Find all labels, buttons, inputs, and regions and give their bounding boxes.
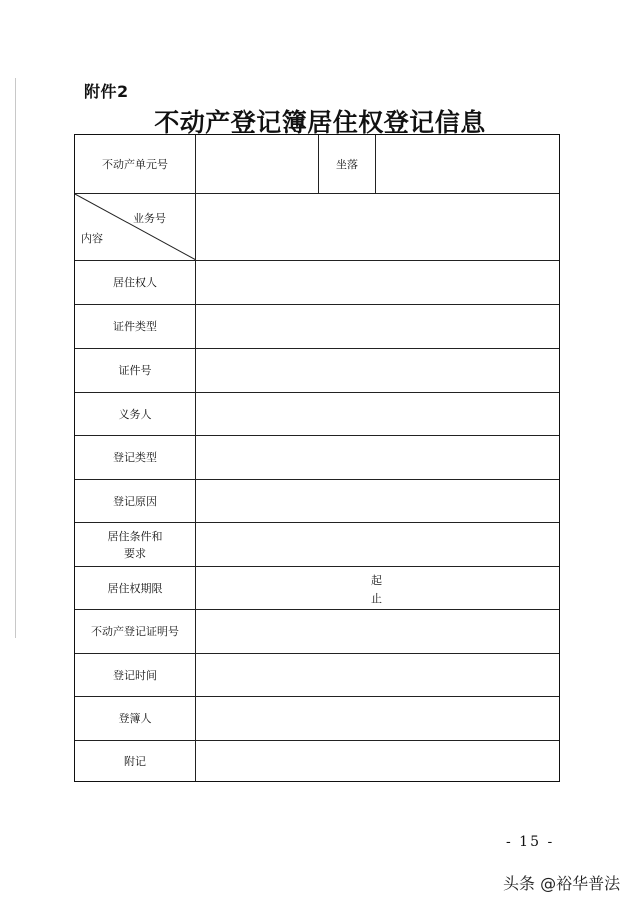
- registration-time-field[interactable]: [196, 654, 559, 696]
- obligor-field[interactable]: [196, 393, 559, 435]
- table-row-unit: [75, 135, 559, 194]
- table-row: [75, 654, 559, 697]
- table-row: [75, 349, 559, 393]
- row-label: 附记: [75, 741, 196, 781]
- row-label: 证件类型: [75, 305, 196, 348]
- page-number: - 15 -: [506, 834, 555, 850]
- term-start-label: 起: [371, 574, 382, 587]
- registration-form-table: [74, 134, 560, 782]
- location-field[interactable]: [376, 135, 559, 193]
- table-row-business-number: [75, 194, 559, 261]
- table-row: [75, 436, 559, 480]
- business-number-label: 业务号: [133, 212, 166, 225]
- unit-number-field[interactable]: [196, 135, 319, 193]
- term-end-label: 止: [371, 592, 382, 605]
- table-row: [75, 393, 559, 436]
- residence-conditions-field[interactable]: [196, 523, 559, 566]
- content-label: 内容: [81, 232, 103, 245]
- id-number-field[interactable]: [196, 349, 559, 392]
- row-label: 不动产登记证明号: [75, 610, 196, 653]
- row-label: 登记类型: [75, 436, 196, 479]
- table-row: [75, 741, 559, 781]
- id-type-field[interactable]: [196, 305, 559, 348]
- table-row: [75, 610, 559, 654]
- table-row: [75, 261, 559, 305]
- registration-reason-field[interactable]: [196, 480, 559, 522]
- resident-field[interactable]: [196, 261, 559, 304]
- row-label: 居住权人: [75, 261, 196, 304]
- table-row: [75, 305, 559, 349]
- notes-field[interactable]: [196, 741, 559, 781]
- table-row: [75, 567, 559, 610]
- business-number-field[interactable]: [196, 194, 559, 260]
- diagonal-divider: [75, 194, 196, 260]
- unit-number-label: 不动产单元号: [75, 135, 196, 193]
- table-row: [75, 523, 559, 567]
- row-label: 证件号: [75, 349, 196, 392]
- page-edge-line: [15, 78, 16, 638]
- row-label: 登簿人: [75, 697, 196, 740]
- watermark-text: 头条 @裕华普法: [503, 874, 621, 893]
- attachment-label: 附件2: [84, 82, 129, 101]
- row-label: 登记原因: [75, 480, 196, 522]
- diagonal-header-cell: [75, 194, 196, 260]
- row-label: 居住条件和 要求: [75, 523, 196, 566]
- certificate-number-field[interactable]: [196, 610, 559, 653]
- table-row: [75, 697, 559, 741]
- row-label: 义务人: [75, 393, 196, 435]
- row-label: 居住权期限: [75, 567, 196, 609]
- table-row: [75, 480, 559, 523]
- row-label: 登记时间: [75, 654, 196, 696]
- location-label: 坐落: [319, 135, 376, 193]
- registrar-field[interactable]: [196, 697, 559, 740]
- document-title: 不动产登记簿居住权登记信息: [154, 108, 486, 137]
- registration-type-field[interactable]: [196, 436, 559, 479]
